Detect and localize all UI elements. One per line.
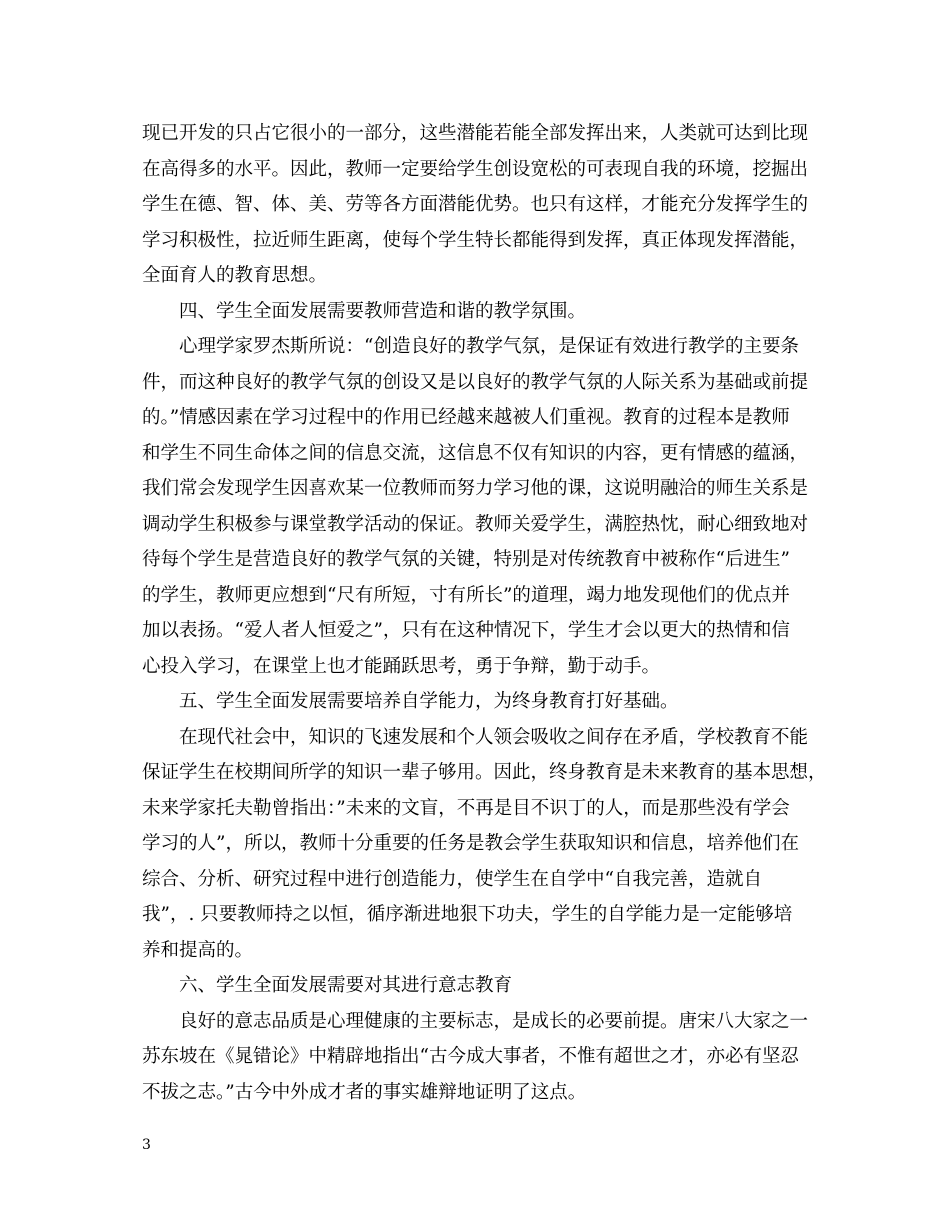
text-line: 的。”情感因素在学习过程中的作用已经越来越被人们重视。教育的过程本是教师 xyxy=(142,407,790,428)
text-line: 良好的意志品质是心理健康的主要标志，是成长的必要前提。唐宋八大家之一 xyxy=(179,1010,809,1032)
text-line: 加以表扬。“爱人者人恒爱之”，只有在这种情况下，学生才会以更大的热情和信 xyxy=(142,620,790,641)
text-line: 保证学生在校期间所学的知识一辈子够用。因此，终身教育是未来教育的基本思想， xyxy=(142,762,827,783)
text-line: 未来学家托夫勒曾指出：”未来的文盲，不再是目不识丁的人，而是那些没有学会 xyxy=(142,797,790,819)
text-line: 件，而这种良好的教学气氛的创设又是以良好的教学气氛的人际关系为基础或前提 xyxy=(142,371,809,393)
text-line: 调动学生积极参与课堂教学活动的保证。教师关爱学生，满腔热忱，耐心细致地对 xyxy=(142,513,809,535)
text-line: 我们常会发现学生因喜欢某一位教师而努力学习他的课，这说明融洽的师生关系是 xyxy=(142,478,809,499)
page-number: 3 xyxy=(142,1137,151,1153)
text-line: 和学生不同生命体之间的信息交流，这信息不仅有知识的内容，更有情感的蕴涵， xyxy=(142,442,809,464)
text-line: 学生在德、智、体、美、劳等各方面潜能优势。也只有这样，才能充分发挥学生的 xyxy=(142,194,809,215)
text-line: 学习的人”，所以，教师十分重要的任务是教会学生获取知识和信息，培养他们在 xyxy=(142,833,799,854)
text-line: 的学生，教师更应想到“尺有所短，寸有所长”的道理，竭力地发现他们的优点并 xyxy=(142,584,790,606)
text-line: 现已开发的只占它很小的一部分，这些潜能若能全部发挥出来，人类就可达到比现 xyxy=(142,123,809,144)
text-line: 苏东坡在《晁错论》中精辟地指出“古今成大事者，不惟有超世之才，亦必有坚忍 xyxy=(142,1046,799,1067)
text-line: 心理学家罗杰斯所说：“创造良好的教学气氛，是保证有效进行教学的主要条 xyxy=(179,336,799,357)
body-text xyxy=(142,116,832,1110)
text-line: 在现代社会中，知识的飞速发展和个人领会吸收之间存在矛盾，学校教育不能 xyxy=(179,726,809,748)
text-line: 养和提高的。 xyxy=(142,939,254,961)
text-line: 我”，. 只要教师持之以恒，循序渐进地狠下功夫，学生的自学能力是一定能够培 xyxy=(142,904,793,925)
text-line: 六、学生全面发展需要对其进行意志教育 xyxy=(179,975,513,996)
text-line: 心投入学习，在课堂上也才能踊跃思考，勇于争辩，勤于动手。 xyxy=(142,655,661,677)
text-line: 综合、分析、研究过程中进行创造能力，使学生在自学中“自我完善，造就自 xyxy=(142,868,762,890)
text-line: 不拔之志。”古今中外成才者的事实雄辩地证明了这点。 xyxy=(142,1081,587,1103)
text-line: 待每个学生是营造良好的教学气氛的关键，特别是对传统教育中被称作“后进生” xyxy=(142,549,790,570)
text-line: 五、学生全面发展需要培养自学能力，为终身教育打好基础。 xyxy=(179,691,679,712)
text-line: 四、学生全面发展需要教师营造和谐的教学氛围。 xyxy=(179,300,587,322)
text-line: 学习积极性，拉近师生距离，使每个学生特长都能得到发挥，真正体现发挥潜能， xyxy=(142,229,809,251)
text-line: 在高得多的水平。因此，教师一定要给学生创设宽松的可表现自我的环境，挖掘出 xyxy=(142,158,809,180)
text-line: 全面育人的教育思想。 xyxy=(142,265,328,286)
